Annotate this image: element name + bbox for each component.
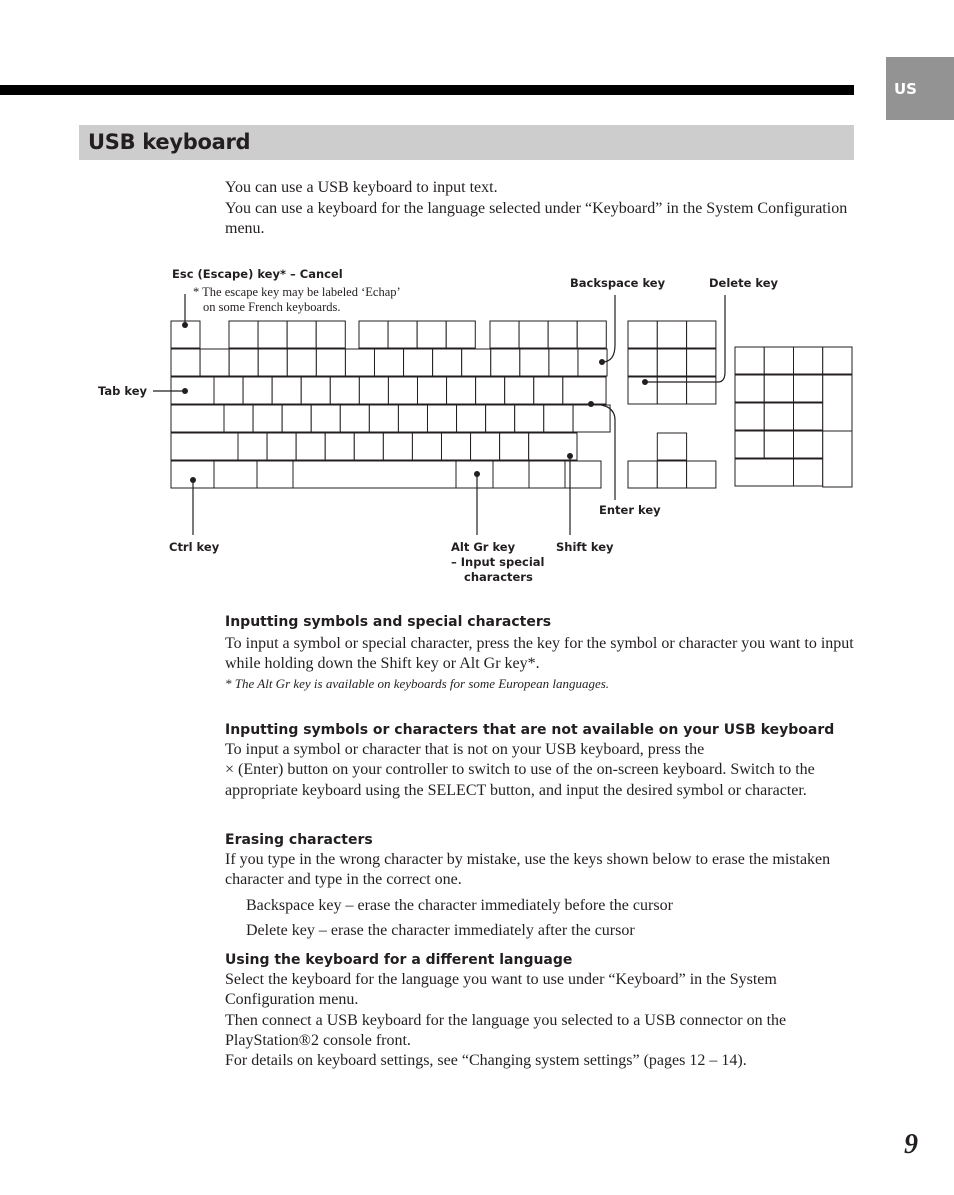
key-25	[520, 349, 549, 376]
key-30	[243, 377, 272, 404]
key-37	[447, 377, 476, 404]
key-83	[657, 377, 686, 404]
key-63	[412, 433, 441, 460]
key-15	[229, 349, 258, 376]
section-language-body-3: For details on keyboard settings, see “Changing system settings” (pages 12 – 14).	[225, 1052, 747, 1070]
key-18	[316, 349, 345, 376]
key-31	[272, 377, 301, 404]
key-77	[657, 321, 686, 348]
leader-dot-6	[474, 471, 480, 477]
section-language-heading: Using the keyboard for a different language	[225, 952, 573, 968]
tab-key-label: Tab key	[98, 384, 147, 398]
key-91	[794, 347, 823, 374]
key-24	[491, 349, 520, 376]
key-104	[794, 459, 823, 486]
key-2	[258, 321, 287, 348]
key-61	[354, 433, 383, 460]
key-99	[823, 375, 852, 431]
key-102	[794, 431, 823, 458]
backspace-key-label: Backspace key	[570, 276, 666, 290]
key-98	[794, 403, 823, 430]
key-74	[529, 461, 565, 488]
key-9	[490, 321, 519, 348]
enter-key-label: Enter key	[599, 503, 661, 517]
key-45	[282, 405, 311, 432]
key-78	[687, 321, 716, 348]
key-12	[577, 321, 606, 348]
leader-dot-4	[588, 401, 594, 407]
key-8	[446, 321, 475, 348]
key-69	[214, 461, 257, 488]
section-erasing-body: If you type in the wrong character by mistake, use the keys shown below to erase the mistaken character and type in the correct one.	[225, 851, 831, 889]
key-53	[515, 405, 544, 432]
key-65	[471, 433, 500, 460]
key-21	[404, 349, 433, 376]
key-79	[628, 349, 657, 376]
key-49	[398, 405, 427, 432]
section-symbols-footnote: * The Alt Gr key is available on keyboards for some European languages.	[225, 675, 610, 691]
key-54	[544, 405, 573, 432]
key-46	[311, 405, 340, 432]
key-73	[493, 461, 529, 488]
ctrl-key-label: Ctrl key	[169, 540, 220, 554]
key-50	[427, 405, 456, 432]
key-36	[417, 377, 446, 404]
section-unavailable-body-1: To input a symbol or character that is not on your USB keyboard, press the	[225, 741, 705, 758]
key-16	[258, 349, 287, 376]
key-40	[534, 377, 563, 404]
key-85	[657, 433, 686, 460]
section-unavailable	[225, 721, 855, 801]
key-47	[340, 405, 369, 432]
key-103	[735, 459, 794, 486]
key-20	[374, 349, 403, 376]
section-language-body-2: Then connect a USB keyboard for the language you selected to a USB connector on the PlayStation®2 console front.	[225, 1011, 787, 1049]
page-title: USB keyboard	[88, 130, 251, 154]
key-44	[253, 405, 282, 432]
esc-key-label: Esc (Escape) key* – Cancel	[172, 267, 343, 281]
section-erasing-item-1: Backspace key – erase the character immediately before the cursor	[246, 896, 673, 914]
key-43	[224, 405, 253, 432]
key-11	[548, 321, 577, 348]
key-38	[476, 377, 505, 404]
key-101	[764, 431, 793, 458]
key-60	[325, 433, 354, 460]
key-10	[519, 321, 548, 348]
key-92	[823, 347, 852, 374]
key-55	[573, 405, 610, 432]
key-6	[388, 321, 417, 348]
key-89	[735, 347, 764, 374]
key-26	[549, 349, 578, 376]
section-erasing	[225, 831, 855, 943]
key-71	[293, 461, 456, 488]
language-tab-label: US	[894, 80, 917, 98]
key-56	[171, 433, 238, 460]
key-64	[441, 433, 470, 460]
key-66	[500, 433, 529, 460]
key-88	[687, 461, 716, 488]
esc-note-line-2: on some French keyboards.	[203, 300, 341, 314]
key-5	[359, 321, 388, 348]
key-100	[735, 431, 764, 458]
key-13	[171, 349, 200, 376]
key-86	[628, 461, 657, 488]
key-97	[764, 403, 793, 430]
key-84	[687, 377, 716, 404]
page-number: 9	[904, 1129, 918, 1160]
key-58	[267, 433, 296, 460]
key-33	[330, 377, 359, 404]
key-95	[794, 375, 823, 402]
key-23	[462, 349, 491, 376]
leader-dot-1	[599, 359, 605, 365]
key-62	[383, 433, 412, 460]
key-1	[229, 321, 258, 348]
key-81	[687, 349, 716, 376]
intro-line-1: You can use a USB keyboard to input text.	[225, 179, 498, 196]
key-41	[563, 377, 606, 404]
key-7	[417, 321, 446, 348]
section-language	[225, 951, 855, 1071]
section-language-body-1: Select the keyboard for the language you want to use under “Keyboard” in the System Configuration menu.	[225, 971, 777, 1009]
key-70	[257, 461, 293, 488]
section-erasing-heading: Erasing characters	[225, 832, 373, 848]
leader-dot-3	[182, 388, 188, 394]
key-93	[735, 375, 764, 402]
key-80	[657, 349, 686, 376]
key-19	[345, 349, 374, 376]
section-symbols-heading: Inputting symbols and special characters	[225, 614, 552, 630]
key-105	[823, 431, 852, 487]
key-57	[238, 433, 267, 460]
section-unavailable-heading: Inputting symbols or characters that are not available on your USB keyboard	[225, 722, 835, 738]
key-32	[301, 377, 330, 404]
key-51	[457, 405, 486, 432]
key-42	[171, 405, 224, 432]
altgr-key-sub-1: – Input special	[451, 555, 545, 569]
key-29	[214, 377, 243, 404]
section-symbols	[225, 613, 855, 693]
altgr-key-label: Alt Gr key	[451, 540, 516, 554]
key-35	[388, 377, 417, 404]
esc-note-line-1: * The escape key may be labeled ‘Echap’	[193, 285, 401, 299]
key-90	[764, 347, 793, 374]
intro-line-2: You can use a keyboard for the language selected under “Keyboard” in the System Configuration menu.	[225, 199, 848, 237]
section-symbols-body: To input a symbol or special character, press the key for the symbol or character you want to input while holding down the Shift key or Alt Gr key*.	[225, 635, 854, 673]
key-59	[296, 433, 325, 460]
key-17	[287, 349, 316, 376]
key-48	[369, 405, 398, 432]
leader-dot-5	[190, 477, 196, 483]
shift-key-label: Shift key	[556, 540, 614, 554]
key-94	[764, 375, 793, 402]
leader-dot-7	[567, 453, 573, 459]
leader-dot-2	[642, 379, 648, 385]
key-76	[628, 321, 657, 348]
key-39	[505, 377, 534, 404]
altgr-key-sub-2: characters	[464, 570, 533, 584]
key-4	[316, 321, 345, 348]
key-34	[359, 377, 388, 404]
key-96	[735, 403, 764, 430]
section-unavailable-body-2: × (Enter) button on your controller to switch to use of the on-screen keyboard. Switch to the appropriate keyboard using the SELECT button, and input the desired symbol or character.	[225, 761, 815, 799]
delete-key-label: Delete key	[709, 276, 779, 290]
key-87	[657, 461, 686, 488]
key-14	[200, 349, 229, 376]
key-3	[287, 321, 316, 348]
section-erasing-item-2: Delete key – erase the character immediately after the cursor	[246, 921, 635, 939]
key-22	[433, 349, 462, 376]
leader-dot-0	[182, 322, 188, 328]
key-52	[486, 405, 515, 432]
